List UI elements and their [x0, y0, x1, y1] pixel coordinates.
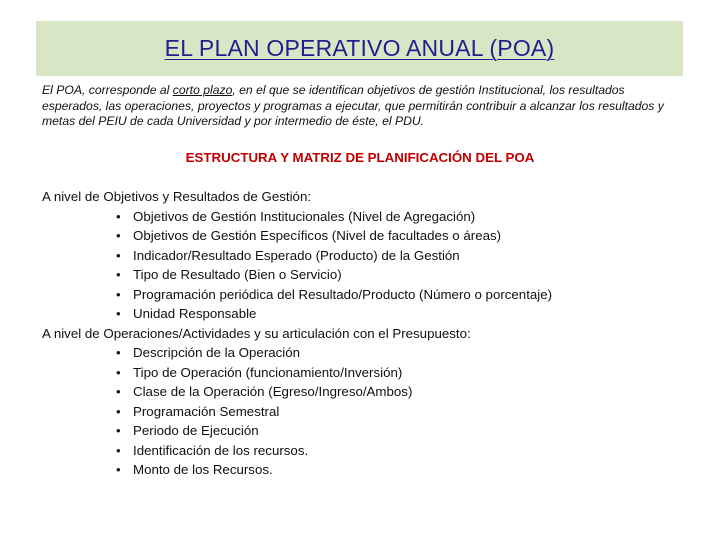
intro-paragraph [42, 83, 682, 130]
intro-text-end: , en el que se identifican objetivos de gestión Institucional, los resultados esperados, las operaciones, proyectos y programas a ejecutar, que permitirán contribuir a alcanzar los resultados y metas del PEIU de cada Universidad y por intermedio de éste, el PDU. [42, 83, 664, 128]
structure-list [42, 187, 702, 480]
list-item [42, 441, 702, 461]
list-item-text: Objetivos de Gestión Específicos (Nivel de facultades o áreas) [133, 228, 502, 243]
list-item-text: Periodo de Ejecución [133, 423, 259, 438]
intro-underlined-term: corto plazo [172, 83, 233, 97]
page-title: EL PLAN OPERATIVO ANUAL (POA) [164, 35, 555, 61]
list-item-text: Programación Semestral [133, 403, 280, 419]
bullet-icon: • [116, 442, 121, 458]
bullet-icon: • [116, 306, 121, 321]
bullet-icon: • [116, 462, 121, 477]
bullet-icon: • [116, 364, 121, 380]
list-item [42, 343, 702, 363]
bullet-icon: • [116, 403, 121, 419]
section-subtitle: ESTRUCTURA Y MATRIZ DE PLANIFICACIÓN DEL POA [185, 150, 535, 165]
list-item [42, 207, 702, 227]
list-item-text: Programación periódica del Resultado/Producto (Número o porcentaje) [133, 286, 553, 302]
list-item-text: Descripción de la Operación [133, 345, 301, 360]
list-item [42, 226, 702, 246]
list-item-text: Indicador/Resultado Esperado (Producto) de la Gestión [133, 247, 460, 263]
bullet-icon: • [116, 423, 121, 438]
list-item-text: Tipo de Resultado (Bien o Servicio) [133, 267, 342, 282]
bullet-icon: • [116, 267, 121, 282]
bullet-icon: • [116, 228, 121, 243]
list-item [42, 304, 702, 324]
list-item [42, 382, 702, 402]
bullet-list [42, 343, 702, 480]
group-label: A nivel de Operaciones/Actividades y su articulación con el Presupuesto: [42, 325, 471, 341]
intro-text-start: El POA, corresponde al [42, 83, 173, 97]
bullet-icon: • [116, 247, 121, 263]
list-item [42, 246, 702, 266]
list-item [42, 285, 702, 305]
list-item [42, 265, 702, 285]
list-item [42, 363, 702, 383]
list-item-text: Monto de los Recursos. [133, 462, 273, 477]
list-item [42, 460, 702, 480]
title-banner [36, 21, 683, 76]
bullet-icon: • [116, 384, 121, 399]
bullet-icon: • [116, 286, 121, 302]
group-label: A nivel de Objetivos y Resultados de Gestión: [42, 189, 312, 204]
list-item [42, 402, 702, 422]
bullet-icon: • [116, 208, 121, 224]
bullet-icon: • [116, 345, 121, 360]
list-item-text: Unidad Responsable [133, 306, 257, 321]
list-item [42, 421, 702, 441]
list-item-text: Clase de la Operación (Egreso/Ingreso/Ambos) [133, 384, 413, 399]
list-item-text: Tipo de Operación (funcionamiento/Inversión) [133, 364, 403, 380]
list-item-text: Identificación de los recursos. [133, 442, 309, 458]
list-item-text: Objetivos de Gestión Institucionales (Nivel de Agregación) [133, 208, 476, 224]
bullet-list [42, 207, 702, 324]
